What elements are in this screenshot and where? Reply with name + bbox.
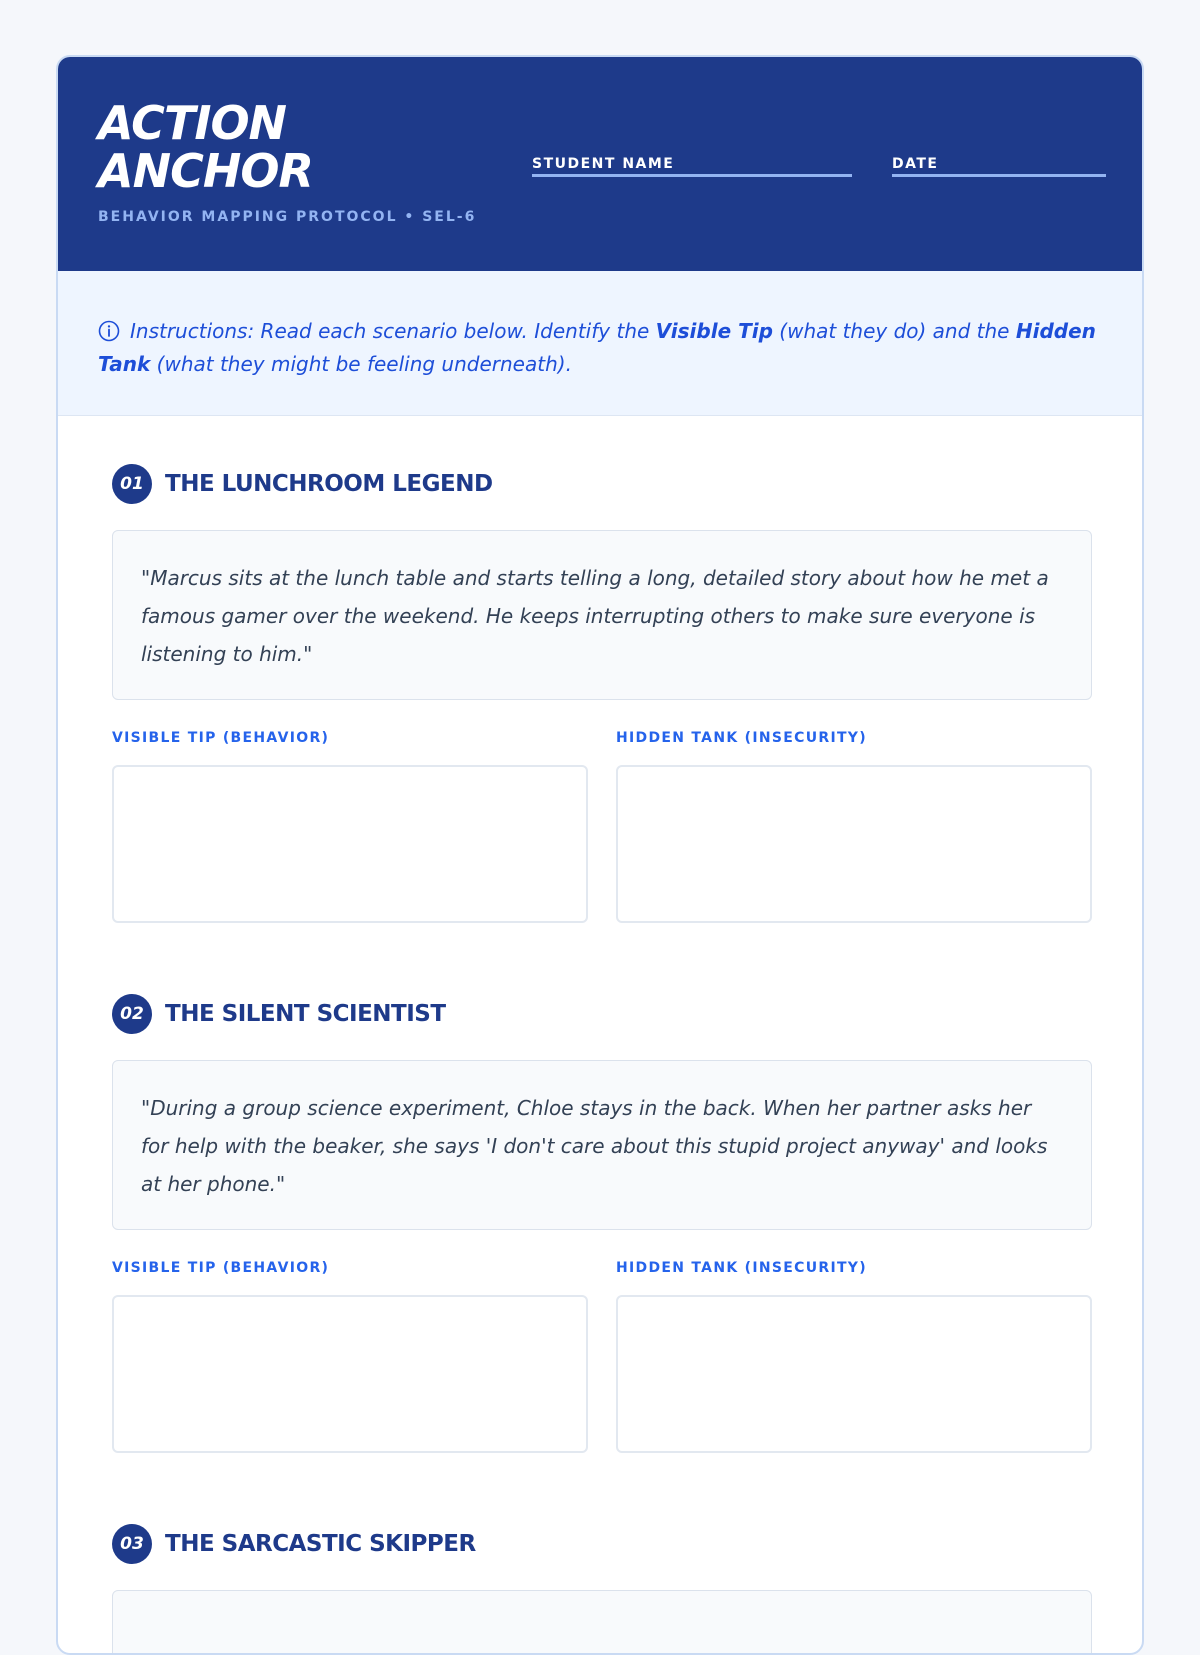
instructions-panel <box>58 271 1142 416</box>
visible-tip-input[interactable] <box>112 765 588 923</box>
scenario-3 <box>112 1524 1092 1655</box>
instructions-term-hidden-tank: Hidden Tank <box>98 319 1096 376</box>
hidden-tank-column <box>616 1260 1092 1457</box>
date-field[interactable] <box>892 153 1106 177</box>
visible-tip-input[interactable] <box>112 1295 588 1453</box>
instructions-prefix: Instructions: Read each scenario below. Identify the <box>130 319 656 343</box>
scenario-title: THE LUNCHROOM LEGEND <box>165 471 493 497</box>
hidden-tank-column <box>616 730 1092 927</box>
scenario-2 <box>112 994 1092 1457</box>
worksheet-subtitle: BEHAVIOR MAPPING PROTOCOL • SEL-6 <box>98 209 477 225</box>
answer-row <box>112 1260 1092 1457</box>
hidden-tank-label: HIDDEN TANK (INSECURITY) <box>616 730 867 746</box>
visible-tip-column <box>112 730 588 927</box>
instructions-suffix: (what they might be feeling underneath). <box>150 352 572 376</box>
scenario-header <box>112 1524 1092 1564</box>
scenario-header <box>112 994 1092 1034</box>
visible-tip-label: VISIBLE TIP (BEHAVIOR) <box>112 730 330 746</box>
scenario-quote: "Marcus sits at the lunch table and starts telling a long, detailed story about how he met a famous gamer over the weekend. He keeps interrupting others to make sure everyone is listening to him." <box>112 530 1092 700</box>
worksheet-card <box>56 55 1144 1655</box>
student-name-label: STUDENT NAME <box>532 156 675 172</box>
hidden-tank-label: HIDDEN TANK (INSECURITY) <box>616 1260 867 1276</box>
date-label: DATE <box>892 156 939 172</box>
worksheet-header <box>58 57 1142 271</box>
title-line-2: ANCHOR <box>98 144 313 198</box>
hidden-tank-input[interactable] <box>616 1295 1092 1453</box>
scenario-number-badge: 01 <box>112 464 152 504</box>
scenario-number-badge: 03 <box>112 1524 152 1564</box>
visible-tip-label: VISIBLE TIP (BEHAVIOR) <box>112 1260 330 1276</box>
scenario-header <box>112 464 1092 504</box>
scenario-1 <box>112 464 1092 927</box>
info-icon <box>98 320 120 342</box>
hidden-tank-input[interactable] <box>616 765 1092 923</box>
instructions-term-visible-tip: Visible Tip <box>655 319 773 343</box>
title-line-1: ACTION <box>98 96 287 150</box>
scenario-title: THE SARCASTIC SKIPPER <box>165 1531 476 1557</box>
visible-tip-column <box>112 1260 588 1457</box>
worksheet-title <box>98 96 313 198</box>
answer-row <box>112 730 1092 927</box>
scenario-number-badge: 02 <box>112 994 152 1034</box>
scenario-title: THE SILENT SCIENTIST <box>165 1001 446 1027</box>
student-name-field[interactable] <box>532 153 852 177</box>
instructions-middle: (what they do) and the <box>772 319 1016 343</box>
scenario-quote: "During a group science experiment, Chloe stays in the back. When her partner asks her for help with the beaker, she says 'I don't care about this stupid project anyway' and looks at her phone." <box>112 1060 1092 1230</box>
